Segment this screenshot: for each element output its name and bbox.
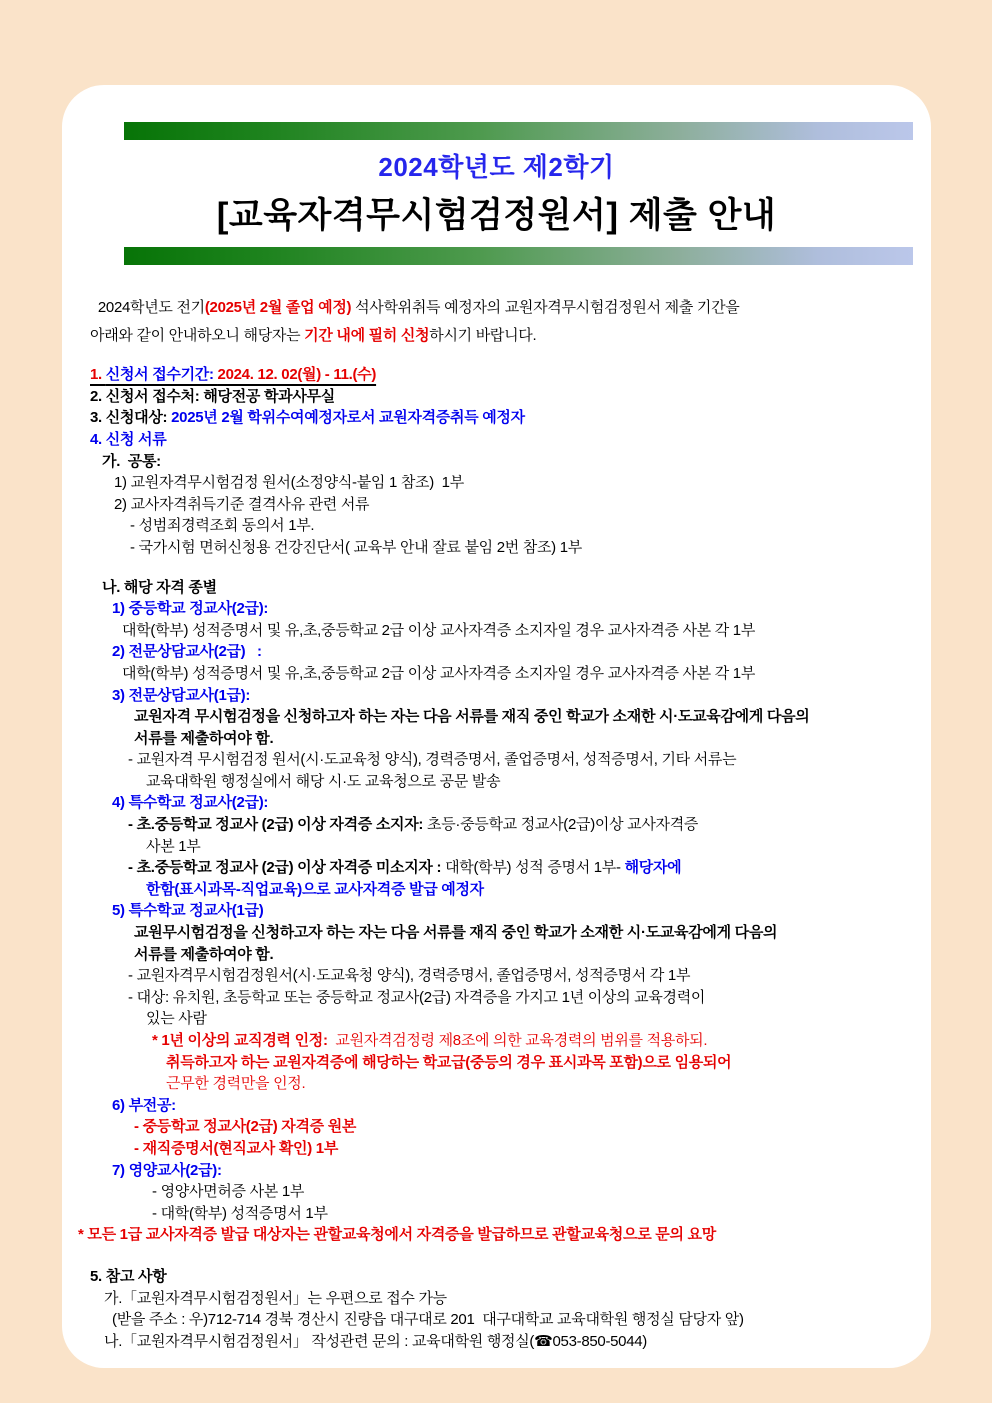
text-run: - 성범죄경력조회 동의서 1부. — [130, 517, 315, 535]
header-band-top — [124, 122, 913, 140]
text-run: 2025년 2월 학위수여예정자로서 교원자격증취득 예정자 — [171, 409, 525, 427]
text-line — [114, 472, 913, 494]
text-line — [90, 386, 913, 408]
text-line — [112, 1095, 913, 1117]
text-run: 1) 중등학교 정교사(2급): — [112, 600, 269, 618]
text-run: 나.「교원자격무시험검정원서」 작성관련 문의 : 교육대학원 행정실(☎053-850-5044) — [104, 1332, 648, 1350]
text-run: - 대학(학부) 성적증명서 1부 — [152, 1204, 328, 1222]
text-run: * 모든 1급 교사자격증 발급 대상자는 관할교육청에서 자격증을 발급하므로 관할교육청으로 문의 요망 — [78, 1226, 716, 1244]
text-line — [134, 706, 913, 728]
text-line — [112, 792, 913, 814]
text-run: 7) 영양교사(2급): — [112, 1161, 222, 1179]
text-run: - 초.중등학교 정교사 (2급) 이상 자격증 미소지자 : — [128, 859, 446, 877]
text-line — [90, 429, 913, 451]
text-run: 2) 교사자격취득기준 결격사유 관련 서류 — [114, 495, 370, 513]
notice-card — [62, 85, 931, 1368]
text-line — [114, 494, 913, 516]
text-line — [166, 1052, 913, 1074]
text-run: 나. 해당 자격 종별 — [102, 578, 217, 596]
text-line — [78, 1224, 913, 1246]
text-line — [122, 663, 913, 685]
text-line — [104, 1288, 913, 1310]
text-line — [128, 814, 913, 836]
text-run: 2) 전문상담교사(2급) : — [112, 643, 262, 661]
text-run: - 교원자격무시험검정원서(시·도교육청 양식), 경력증명서, 졸업증명서, 성적증명서 각 1부 — [128, 967, 691, 985]
text-run: 사본 1부 — [146, 837, 201, 855]
text-run: 아래와 같이 안내하오니 해당자는 — [90, 326, 305, 344]
text-run: 교원자격 무시험검정을 신청하고자 하는 자는 다음 서류를 재직 중인 학교가 소재한 시·도교육감에게 다음의 — [134, 708, 810, 726]
text-line — [112, 641, 913, 663]
text-run: 2024학년도 전기 — [94, 299, 205, 316]
text-run: 근무한 경력만을 인정. — [166, 1075, 306, 1093]
text-run: (받을 주소 : 우)712-714 경북 경산시 진량읍 대구대로 201 대구대학교 교육대학원 행정실 담당자 앞) — [112, 1311, 744, 1329]
text-line — [152, 1030, 913, 1052]
text-line — [166, 1073, 913, 1095]
text-line — [90, 325, 913, 347]
text-line — [134, 1138, 913, 1160]
text-line — [134, 944, 913, 966]
text-run: - 대상: 유치원, 초등학교 또는 중등학교 정교사(2급) 자격증을 가지고 1년 이상의 교육경력이 — [128, 988, 706, 1006]
text-run: 교원무시험검정을 신청하고자 하는 자는 다음 서류를 재직 중인 학교가 소재한 시·도교육감에게 다음의 — [134, 924, 778, 942]
text-line — [102, 577, 913, 599]
text-run: 해당자에 — [624, 859, 682, 877]
text-run: - 영양사면허증 사본 1부 — [152, 1183, 305, 1201]
text-run: 교원자격검정령 제8조에 의한 교육경력의 범위를 적용하되. — [331, 1032, 708, 1049]
text-run: 신청서 접수기간: — [105, 366, 218, 384]
text-run: - 초.중등학교 정교사 (2급) 이상 자격증 소지자: — [128, 816, 427, 834]
text-run: 취득하고자 하는 교원자격증에 해당하는 학교급(중등의 경우 표시과목 포함)으로 임용되어 — [166, 1053, 732, 1071]
text-run: - 교원자격 무시험검정 원서(시·도교육청 양식), 경력증명서, 졸업증명서, 성적증명서, 기타 서류는 — [128, 751, 737, 769]
text-line — [128, 965, 913, 987]
text-run: 4. 신청 서류 — [90, 430, 167, 448]
text-line — [90, 1266, 913, 1288]
text-line — [112, 1160, 913, 1182]
semester-title: 2024학년도 제2학기 — [378, 152, 615, 182]
text-line — [128, 749, 913, 771]
text-line — [128, 987, 913, 1009]
text-run: 교육대학원 행정실에서 해당 시·도 교육청으로 공문 발송 — [146, 772, 501, 790]
text-run: 가. 공통: — [102, 452, 161, 470]
text-line — [128, 857, 913, 879]
text-run: - 국가시험 면허신청용 건강진단서( 교육부 안내 잘료 붙임 2번 참조) 1부 — [130, 538, 582, 556]
text-run: 3) 전문상담교사(1급): — [112, 686, 251, 704]
text-run: 2024. 12. 02(월) - 11.(수) — [217, 366, 377, 384]
document-body — [78, 297, 913, 1352]
text-run: 있는 사람 — [146, 1010, 207, 1028]
text-line — [134, 1116, 913, 1138]
text-run: (2025년 2월 졸업 예정) — [204, 299, 352, 316]
text-line — [146, 1008, 913, 1030]
text-run: 6) 부전공: — [112, 1096, 176, 1114]
text-line — [112, 1309, 913, 1331]
text-run: 1. — [90, 366, 106, 384]
header-band-bottom — [124, 247, 913, 265]
text-run: 대학(학부) 성적증명서 및 유,초,중등학교 2급 이상 교사자격증 소지자일 경우 교사자격증 사본 각 1부 — [122, 621, 756, 639]
text-line — [112, 685, 913, 707]
text-run: 서류를 제출하여야 함. — [134, 729, 274, 747]
text-line — [130, 515, 913, 537]
text-run: 석사학위취득 예정자의 교원자격무시험검정원서 제출 기간을 — [351, 299, 740, 316]
text-run: 서류를 제출하여야 함. — [134, 945, 274, 963]
text-line — [112, 900, 913, 922]
text-run: 초등·중등학교 정교사(2급)이상 교사자격증 — [427, 816, 699, 834]
text-line — [90, 407, 913, 429]
text-line — [134, 922, 913, 944]
text-line — [122, 620, 913, 642]
text-run: 가.「교원자격무시험검정원서」는 우편으로 접수 가능 — [104, 1289, 447, 1307]
text-line — [90, 364, 913, 386]
text-line — [146, 771, 913, 793]
text-run: - 재직증명서(현직교사 확인) 1부 — [134, 1139, 339, 1157]
text-run: * 1년 이상의 교직경력 인정: — [152, 1032, 332, 1049]
text-run: 기간 내에 필히 신청 — [304, 326, 430, 344]
text-run: 2. 신청서 접수처: 해당전공 학과사무실 — [90, 387, 335, 405]
text-run: 하시기 바랍니다. — [429, 326, 537, 344]
text-run: 5. 참고 사항 — [90, 1267, 167, 1285]
text-run: 4) 특수학교 정교사(2급): — [112, 794, 269, 812]
text-line — [112, 598, 913, 620]
text-run: 대학(학부) 성적증명서 및 유,초,중등학교 2급 이상 교사자격증 소지자일 경우 교사자격증 사본 각 1부 — [122, 664, 756, 682]
text-run: - 중등학교 정교사(2급) 자격증 원본 — [134, 1118, 357, 1136]
text-line — [146, 836, 913, 858]
text-run: 대학(학부) 성적 증명서 1부- — [445, 859, 625, 877]
text-line — [152, 1181, 913, 1203]
text-run: 5) 특수학교 정교사(1급) — [112, 902, 264, 920]
text-line — [102, 451, 913, 473]
text-line — [130, 537, 913, 559]
document-title: [교육자격무시험검정원서] 제출 안내 — [216, 196, 777, 235]
text-line — [146, 879, 913, 901]
text-run: 3. 신청대상: — [90, 409, 172, 427]
text-run: 1) 교원자격무시험검정 원서(소정양식-붙임 1 참조) 1부 — [114, 474, 464, 492]
text-run: 한함(표시과목-직업교육)으로 교사자격증 발급 예정자 — [146, 880, 484, 898]
text-line — [152, 1203, 913, 1225]
text-line — [134, 728, 913, 750]
text-line — [104, 1331, 913, 1353]
text-line — [94, 297, 913, 319]
